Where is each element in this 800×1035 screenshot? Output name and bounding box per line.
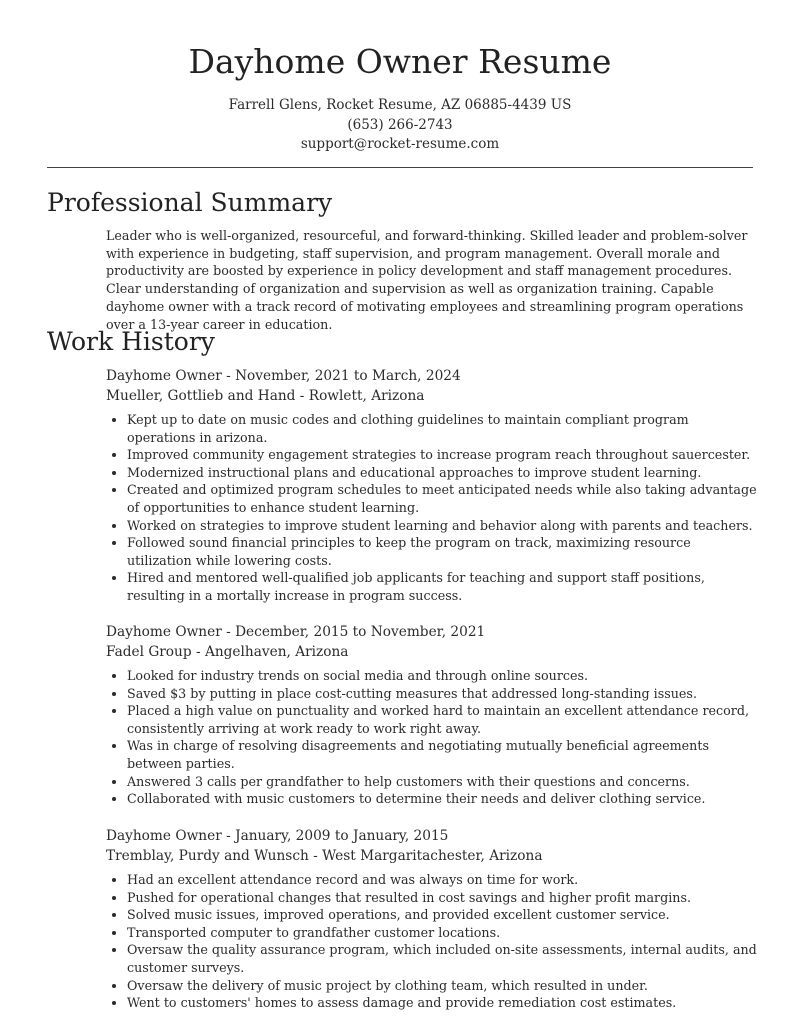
job-entry [106, 622, 766, 808]
summary-heading: Professional Summary [47, 188, 333, 217]
job-bullet: • Pushed for operational changes that resulted in cost savings and higher profit margins. [127, 889, 757, 907]
job-title-line: Dayhome Owner - December, 2015 to November, 2021 [106, 624, 486, 640]
job-bullet: • Worked on strategies to improve student learning and behavior along with parents and teachers. [127, 517, 757, 535]
job-bullet: • Went to customers' homes to assess damage and provide remediation cost estimates. [127, 994, 757, 1012]
job-bullet: • Solved music issues, improved operations, and provided excellent customer service. [127, 906, 757, 924]
job-location: Rowlett, Arizona [308, 388, 425, 404]
job-company-line: Tremblay, Purdy and Wunsch - West Margaritachester, Arizona [106, 848, 543, 864]
job-bullet: • Created and optimized program schedules to meet anticipated needs while also taking advantage of opportunities to enhance student learning. [127, 481, 757, 516]
job-bullet: • Followed sound financial principles to keep the program on track, maximizing resource utilization while lowering costs. [127, 534, 757, 569]
job-company-line: Mueller, Gottlieb and Hand - Rowlett, Arizona [106, 388, 425, 404]
job-bullet: • Looked for industry trends on social media and through online sources. [127, 667, 757, 685]
job-bullets [106, 411, 757, 605]
job-company: Fadel Group [106, 644, 192, 660]
job-bullets [106, 871, 757, 1012]
resume-header [0, 0, 800, 155]
contact-email: support@rocket-resume.com [300, 136, 500, 152]
contact-block [0, 96, 800, 155]
job-bullet: • Collaborated with music customers to determine their needs and deliver clothing service. [127, 790, 757, 808]
job-dates: November, 2021 to March, 2024 [235, 368, 461, 384]
job-title: Dayhome Owner [106, 368, 222, 384]
resume-title: Dayhome Owner Resume [188, 42, 612, 81]
job-bullet: • Transported computer to grandfather customer locations. [127, 924, 757, 942]
job-bullet: • Saved $3 by putting in place cost-cutting measures that addressed long-standing issues. [127, 685, 757, 703]
job-bullet: • Was in charge of resolving disagreements and negotiating mutually beneficial agreements between parties. [127, 737, 757, 772]
summary-text: Leader who is well-organized, resourceful, and forward-thinking. Skilled leader and problem-solver with experience in budgeting, staff supervision, and program management. Overall morale and productivity are boosted by experience in policy development and staff management procedures. Clear understanding of organization and supervision as well as organization training. Capable dayhome owner with a track record of motivating employees and streamlining program operations over a 13-year career in education. [106, 228, 748, 332]
job-bullet: • Had an excellent attendance record and was always on time for work. [127, 871, 757, 889]
job-title-line: Dayhome Owner - November, 2021 to March, 2024 [106, 368, 461, 384]
job-bullets [106, 667, 757, 808]
job-dates: December, 2015 to November, 2021 [235, 624, 486, 640]
job-entry [106, 826, 766, 1012]
header-divider [47, 167, 753, 168]
job-title-line: Dayhome Owner - January, 2009 to January, 2015 [106, 828, 449, 844]
job-bullet: • Answered 3 calls per grandfather to help customers with their questions and concerns. [127, 773, 757, 791]
job-company: Mueller, Gottlieb and Hand [106, 388, 296, 404]
job-entry [106, 366, 766, 605]
job-company-line: Fadel Group - Angelhaven, Arizona [106, 644, 349, 660]
job-bullet: • Improved community engagement strategies to increase program reach throughout sauercester. [127, 446, 757, 464]
job-company: Tremblay, Purdy and Wunsch [106, 848, 309, 864]
work-history-heading: Work History [47, 327, 215, 356]
job-bullet: • Placed a high value on punctuality and worked hard to maintain an excellent attendance record, consistently arriving at work ready to work right away. [127, 702, 757, 737]
job-location: West Margaritachester, Arizona [322, 848, 543, 864]
contact-phone: (653) 266-2743 [347, 116, 453, 133]
job-dates: January, 2009 to January, 2015 [235, 828, 449, 844]
job-bullet: • Oversaw the delivery of music project by clothing team, which resulted in under. [127, 977, 757, 995]
job-location: Angelhaven, Arizona [204, 644, 349, 660]
job-bullet: • Oversaw the quality assurance program, which included on-site assessments, internal audits, and customer surveys. [127, 941, 757, 976]
job-bullet: • Modernized instructional plans and educational approaches to improve student learning. [127, 464, 757, 482]
job-title: Dayhome Owner [106, 828, 222, 844]
job-bullet: • Hired and mentored well-qualified job applicants for teaching and support staff positions, resulting in a mortally increase in program success. [127, 569, 757, 604]
contact-address: Farrell Glens, Rocket Resume, AZ 06885-4439 US [228, 97, 572, 113]
job-title: Dayhome Owner [106, 624, 222, 640]
job-bullet: • Kept up to date on music codes and clothing guidelines to maintain compliant program operations in arizona. [127, 411, 757, 446]
